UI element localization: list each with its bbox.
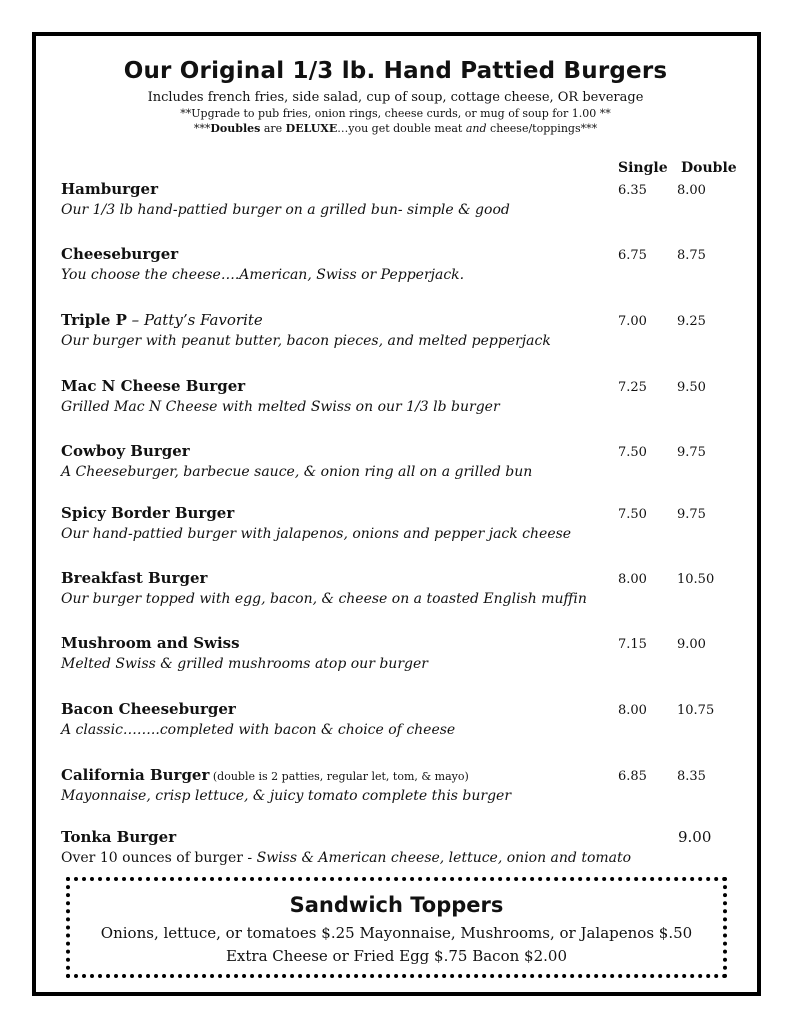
double-price: 9.00 xyxy=(677,637,706,652)
menu-item-tonka-burger xyxy=(61,828,751,872)
single-price: 6.75 xyxy=(618,248,647,263)
item-name: Triple P – Patty’s Favorite xyxy=(61,311,263,329)
single-price: 7.00 xyxy=(618,314,647,329)
double-price: 9.50 xyxy=(677,380,706,395)
item-name: Bacon Cheeseburger xyxy=(61,700,236,718)
single-price: 7.50 xyxy=(618,445,647,460)
single-price: 7.50 xyxy=(618,507,647,522)
single-price: 8.00 xyxy=(618,703,647,718)
doubles-note: ***Doubles are DELUXE…you get double meat and cheese/toppings*** xyxy=(193,122,598,135)
item-description: Our burger with peanut butter, bacon pieces, and melted pepperjack xyxy=(61,333,551,349)
single-price: 6.85 xyxy=(618,769,647,784)
item-description: Our burger topped with egg, bacon, & cheese on a toasted English muffin xyxy=(61,591,587,607)
item-description: Grilled Mac N Cheese with melted Swiss on our 1/3 lb burger xyxy=(61,399,500,415)
menu-item-spicy-border-burger xyxy=(61,504,751,548)
item-description: Our 1/3 lb hand-pattied burger on a grilled bun- simple & good xyxy=(61,202,510,218)
item-name: Cowboy Burger xyxy=(61,442,190,460)
double-price: 8.75 xyxy=(677,248,706,263)
upgrade-note: **Upgrade to pub fries, onion rings, cheese curds, or mug of soup for 1.00 ** xyxy=(180,107,611,120)
menu-item-breakfast-burger xyxy=(61,569,751,613)
single-price: 6.35 xyxy=(618,183,647,198)
item-tagline: – Patty’s Favorite xyxy=(126,311,263,329)
menu-item-hamburger xyxy=(61,180,751,224)
menu-item-mac-n-cheese-burger xyxy=(61,377,751,421)
toppers-line-1: Onions, lettuce, or tomatoes $.25 Mayonnaise, Mushrooms, or Jalapenos $.50 xyxy=(100,924,693,942)
item-name: California Burger (double is 2 patties, regular let, tom, & mayo) xyxy=(61,766,469,784)
item-description: Melted Swiss & grilled mushrooms atop our burger xyxy=(61,656,428,672)
item-description: You choose the cheese….American, Swiss or Pepperjack. xyxy=(61,267,465,283)
double-price: 8.35 xyxy=(677,769,706,784)
single-price: 7.25 xyxy=(618,380,647,395)
item-note: (double is 2 patties, regular let, tom, & mayo) xyxy=(209,770,469,783)
item-name: Mac N Cheese Burger xyxy=(61,377,246,395)
menu-item-mushroom-and-swiss xyxy=(61,634,751,678)
item-description: A classic……..completed with bacon & choice of cheese xyxy=(61,722,456,738)
item-name: Spicy Border Burger xyxy=(61,504,235,522)
item-description: Over 10 ounces of burger - Swiss & American cheese, lettuce, onion and tomato xyxy=(61,850,632,866)
menu-item-triple-p xyxy=(61,311,751,355)
double-price: 9.25 xyxy=(677,314,706,329)
menu-item-bacon-cheeseburger xyxy=(61,700,751,744)
toppers-title: Sandwich Toppers xyxy=(289,893,504,917)
menu-item-cowboy-burger xyxy=(61,442,751,486)
menu-item-cheeseburger xyxy=(61,245,751,289)
double-price: 10.50 xyxy=(677,572,715,587)
item-name: Cheeseburger xyxy=(61,245,179,263)
double-price: 8.00 xyxy=(677,183,706,198)
single-column-header: Single xyxy=(618,160,668,176)
single-price: 8.00 xyxy=(618,572,647,587)
sandwich-toppers-box xyxy=(66,877,727,978)
double-price: 9.75 xyxy=(677,507,706,522)
double-price: 10.75 xyxy=(677,703,715,718)
tonka-price: 9.00 xyxy=(678,828,712,846)
menu-item-california-burger xyxy=(61,766,751,810)
item-name: Hamburger xyxy=(61,180,158,198)
double-price: 9.75 xyxy=(677,445,706,460)
item-name: Mushroom and Swiss xyxy=(61,634,240,652)
includes-note: Includes french fries, side salad, cup of soup, cottage cheese, OR beverage xyxy=(147,90,644,105)
item-name: Tonka Burger xyxy=(61,828,177,846)
item-description: A Cheeseburger, barbecue sauce, & onion ring all on a grilled bun xyxy=(61,464,533,480)
toppers-line-2: Extra Cheese or Fried Egg $.75 Bacon $2.00 xyxy=(225,947,567,965)
double-column-header: Double xyxy=(681,160,737,176)
single-price: 7.15 xyxy=(618,637,647,652)
menu-title: Our Original 1/3 lb. Hand Pattied Burgers xyxy=(123,58,668,84)
item-description: Our hand-pattied burger with jalapenos, onions and pepper jack cheese xyxy=(61,526,572,542)
item-description: Mayonnaise, crisp lettuce, & juicy tomato complete this burger xyxy=(61,788,512,804)
item-name: Breakfast Burger xyxy=(61,569,208,587)
